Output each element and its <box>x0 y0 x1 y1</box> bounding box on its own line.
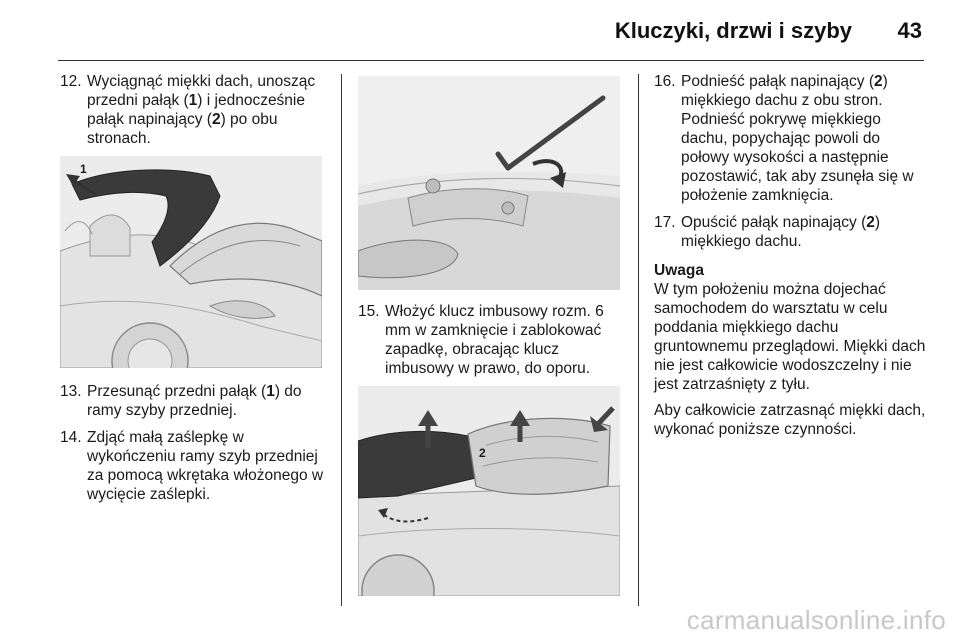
note-box <box>654 261 926 439</box>
note-title: Uwaga <box>654 262 704 279</box>
step-text: Przesunąć przedni pałąk (1) do ramy szyby przedniej. <box>87 383 302 419</box>
step-number: 15. <box>358 303 380 320</box>
watermark: carmanualsonline.info <box>686 605 946 635</box>
cover-illustration <box>358 386 620 596</box>
interior-illustration <box>358 76 620 290</box>
note-paragraph-2: Aby całkowicie zatrzasnąć miękki dach, wykonać poniższe czynności. <box>654 402 926 438</box>
figure-soft-top-raised <box>60 156 322 368</box>
figure-hex-key <box>358 76 620 290</box>
page-number: 43 <box>897 18 922 43</box>
step-12 <box>60 72 328 148</box>
step-text: Włożyć klucz imbusowy rozm. 6 mm w zamknięcie i zablokować zapadkę, obracając klucz imbusowy w prawo, do oporu. <box>385 303 604 377</box>
step-15 <box>358 302 626 378</box>
step-14 <box>60 428 328 504</box>
column-divider-2 <box>638 74 639 606</box>
note-paragraph-1: W tym położeniu można dojechać samochodem do warsztatu w celu poddania miękkiego dachu gruntownemu przeglądowi. Miękki dach nie jest całkowicie wodoszczelny i nie jest zatrzaśnięty z tyłu. <box>654 281 926 393</box>
step-16 <box>654 72 926 205</box>
column-1 <box>60 72 328 512</box>
step-13 <box>60 382 328 420</box>
column-2 <box>358 72 626 606</box>
step-text: Podnieść pałąk napinający (2) miękkiego dachu z obu stron. Podnieść pokrywę miękkiego dachu, popychając powoli do połowy wysokości a następnie pozostawić, tak aby zsunęła się w położenie zamknięcia. <box>681 73 914 204</box>
column-divider-1 <box>341 74 342 606</box>
figure-cover-raised <box>358 386 620 596</box>
car-illustration <box>60 156 322 368</box>
header-rule <box>58 60 924 61</box>
page-header <box>0 0 960 60</box>
header-title: Kluczyki, drzwi i szyby <box>614 18 852 43</box>
figure-label: 2 <box>476 444 489 463</box>
step-text: Opuścić pałąk napinający (2) miękkiego dachu. <box>681 214 881 250</box>
step-number: 12. <box>60 73 82 90</box>
column-3 <box>654 72 926 446</box>
step-number: 17. <box>654 214 676 231</box>
step-17 <box>654 213 926 251</box>
step-number: 16. <box>654 73 676 90</box>
step-text: Wyciągnąć miękki dach, unosząc przedni pałąk (1) i jednocześnie pałąk napinający (2) po obu stronach. <box>87 73 316 147</box>
step-text: Zdjąć małą zaślepkę w wykończeniu ramy szyb przedniej za pomocą wkrętaka włożonego w wycięcie zaślepki. <box>87 429 324 503</box>
step-number: 13. <box>60 383 82 400</box>
figure-label: 1 <box>80 162 87 176</box>
step-number: 14. <box>60 429 82 446</box>
